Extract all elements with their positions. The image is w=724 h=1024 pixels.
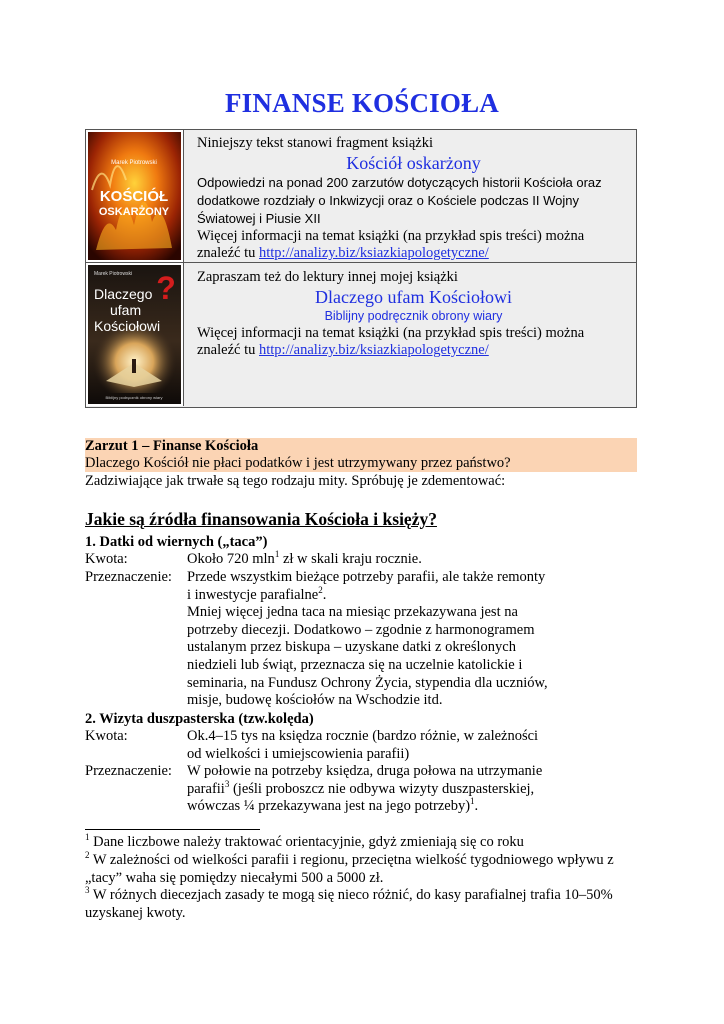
question-mark-icon: ? [156,270,176,306]
przeznaczenie-label: Przeznaczenie: [85,569,172,585]
text-span: parafii [187,780,225,797]
objection-box [85,438,637,472]
kwota-value [187,551,647,569]
footnote-number: 1 [85,832,90,843]
cover-bottom-text: Biblijny podręcznik obrony wiary [105,395,163,400]
cover-title-text: Kościołowi [94,318,161,334]
book-cover-dlaczego-ufam [86,263,184,406]
text-line: misje, budowę kościołów na Wschodzie itd. [187,692,443,709]
cover-title-text: OSKARŻONY [98,206,170,218]
book-cover-kosciol-oskarzony [86,130,184,262]
text-span: wówczas ¼ przekazywana jest na jego potrzeby) [187,798,471,815]
text-line: W połowie na potrzeby księdza, druga połowa na utrzymanie [187,763,543,779]
book-title: Dlaczego ufam Kościołowi [315,287,512,307]
page-title: FINANSE KOŚCIOŁA [224,88,499,118]
book-promo-dlaczego-ufam [85,263,637,408]
text-line: od wielkości i umiejscowienia parafii) [187,745,410,762]
text-line: Przede wszystkim bieżące potrzeby parafii, ale także remonty [187,569,546,585]
footnote-ref[interactable]: 3 [224,778,230,789]
kwota-text: Około 720 mln [187,551,275,567]
objection-question: Dlaczego Kościół nie płaci podatków i jest utrzymywany przez państwo? [85,455,511,471]
text-span: (jeśli proboszcz nie odbywa wizyty duszpasterskiej, [229,780,535,797]
text-span: . [322,586,327,603]
text-line: seminaria, na Fundusz Ochrony Życia, stypendia dla uczniów, [187,674,548,691]
more-info [197,325,630,359]
cover-title-text: Dlaczego [94,286,153,302]
promo-text [197,135,630,262]
subsection-heading-2: 2. Wizyta duszpasterska (tzw.kolęda) [85,711,314,727]
footnote-ref[interactable]: 1 [274,549,280,560]
kwota-label: Kwota: [85,551,128,567]
footnote-text: Dane liczbowe należy traktować orientacyjnie, gdyż zmieniają się co roku [89,834,524,850]
book-title: Kościół oskarżony [346,153,481,173]
footnote-ref[interactable]: 1 [470,796,475,807]
book-cover-image [86,263,183,406]
intro-paragraph: Zadziwiające jak trwałe są tego rodzaju mity. Spróbuję je zdementować: [85,473,506,489]
przeznaczenie-value [187,569,647,710]
text-span: . [474,798,479,815]
book-cover-image [86,130,183,262]
text-line: niedzieli lub świąt, przeznacza się na uczelnie katolickie i [187,656,523,673]
cover-author-text: Marek Piotrowski [111,160,157,166]
promo-intro: Niniejszy tekst stanowi fragment książki [197,135,433,151]
more-info-text: Więcej informacji na temat książki (na przykład spis treści) można znaleźć tu [197,228,585,261]
book-link[interactable]: http://analizy.biz/ksiazkiapologetyczne/ [259,245,489,261]
subsection-heading-1: 1. Datki od wiernych („taca”) [85,534,268,550]
book-promo-kosciol-oskarzony [85,129,637,263]
footnote-separator [85,829,260,830]
footnote-number: 2 [85,850,90,861]
footnote-ref[interactable]: 2 [318,584,323,595]
section-heading: Jakie są źródła finansowania Kościoła i księży? [85,509,437,529]
book-description: Odpowiedzi na ponad 200 zarzutów dotyczących historii Kościoła oraz dodatkowe rozdziały o Inkwizycji oraz o Kościele podczas II Wojny Światowej i Piusie XII [197,175,602,226]
text-line: Mniej więcej jedna taca na miesiąc przekazywana jest na [187,604,518,621]
cover-title-text: ufam [110,302,142,318]
kwota-label: Kwota: [85,728,128,744]
cover-author-text: Marek Piotrowski [94,271,133,277]
kwota-value [187,728,647,763]
footnote-2 [85,852,637,887]
text-line [187,798,647,816]
book-link[interactable]: http://analizy.biz/ksiazkiapologetyczne/ [259,342,489,358]
text-line [187,584,647,605]
text-line: Ok.4–15 tys na księdza rocznie (bardzo różnie, w zależności [187,728,539,744]
footnote-number: 3 [85,885,90,896]
book-subtitle: Biblijny podręcznik obrony wiary [324,309,503,323]
przeznaczenie-value [187,763,647,816]
objection-heading: Zarzut 1 – Finanse Kościoła [85,438,259,454]
przeznaczenie-label: Przeznaczenie: [85,763,172,779]
text-span: i inwestycje parafialne [187,586,319,603]
more-info-text: Więcej informacji na temat książki (na przykład spis treści) można znaleźć tu [197,325,585,358]
footnote-text: W zależności od wielkości parafii i regionu, przeciętna wielkość tygodniowego wpływu z „tacy” waha się pomiędzy niecałymi 500 a 5000 zł. [85,852,614,886]
promo-intro: Zapraszam też do lektury innej mojej książki [197,269,458,285]
cover-title-text: KOŚCIÓŁ [99,188,169,205]
footnote-1 [85,834,637,852]
text-line: potrzeby diecezji. Dodatkowo – zgodnie z harmonogramem [187,621,535,638]
footnote-text: W różnych diecezjach zasady te mogą się nieco różnić, do kasy parafialnej trafia 10–50% uzyskanej kwoty. [85,887,613,921]
promo-text [197,269,630,359]
more-info [197,228,630,262]
text-line: ustalanym przez biskupa – uzyskane datki z określonych [187,639,516,656]
kwota-text: zł w skali kraju rocznie. [279,551,422,567]
footnote-3 [85,887,637,922]
text-line [187,778,647,799]
